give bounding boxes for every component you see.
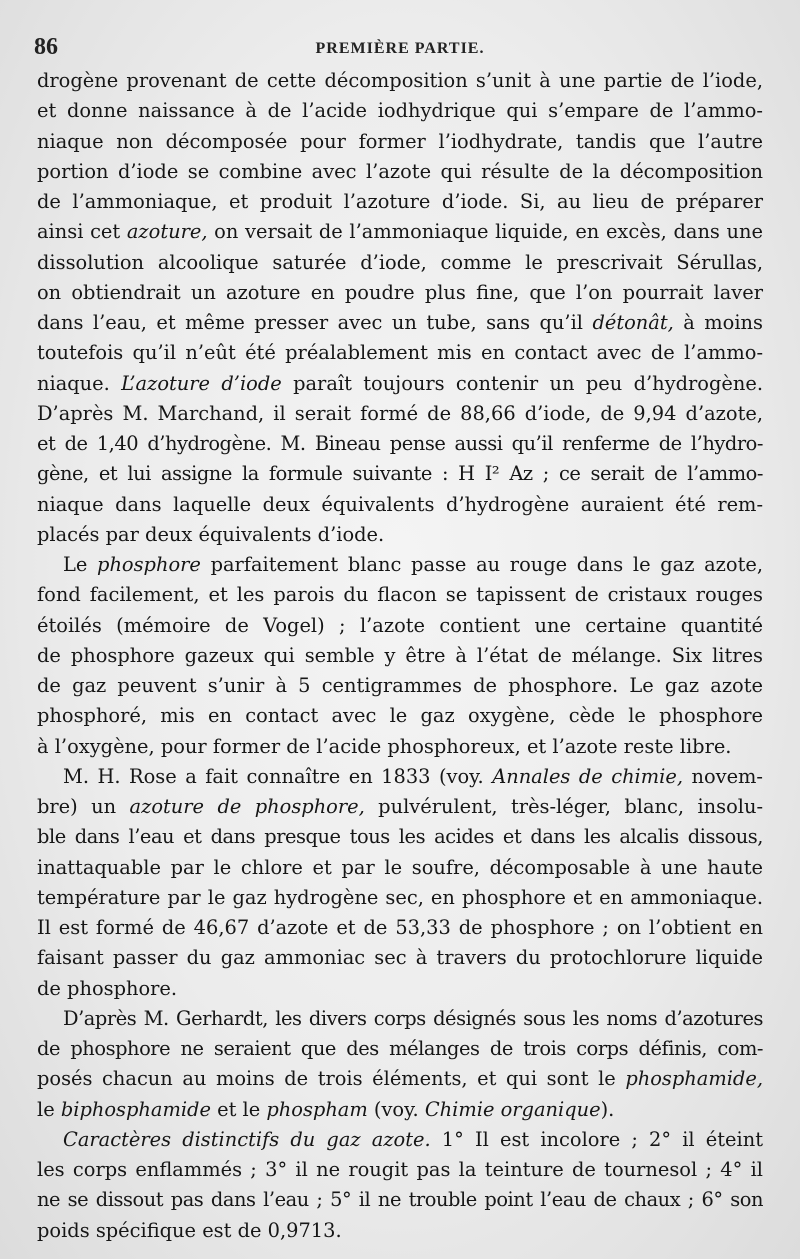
body-text (37, 66, 763, 1246)
text-line (37, 611, 763, 641)
text-run: et donne naissance à de l’acide iodhydrique qui s’empare de l’ammo- (37, 99, 763, 123)
text-line (37, 1095, 763, 1125)
italic-term: phospham (266, 1097, 368, 1121)
text-run: étoilés (mémoire de Vogel) ; l’azote contient une certaine quantité (37, 613, 763, 637)
text-line (37, 550, 763, 580)
italic-term: détonât, (592, 311, 674, 334)
text-run: ). (600, 1097, 615, 1121)
text-line (37, 883, 763, 913)
text-line (37, 1034, 763, 1064)
text-line (37, 853, 763, 883)
text-line (37, 157, 763, 187)
text-run: à moins (673, 311, 763, 334)
text-run: niaque. (37, 371, 122, 395)
text-line (37, 943, 763, 973)
text-run: ne se dissout pas dans l’eau ; 5° il ne trouble point l’eau de chaux ; 6° son (37, 1188, 763, 1212)
text-run: inattaquable par le chlore et par le soufre, décomposable à une haute (37, 855, 763, 879)
text-line (37, 338, 763, 368)
page-number: 86 (34, 34, 58, 60)
text-run: fond facilement, et les parois du flacon se tapissent de cristaux rouges (37, 583, 763, 607)
text-run: le (37, 1097, 61, 1121)
text-run: pulvérulent, très-léger, blanc, insolu- (364, 795, 764, 818)
text-line (37, 1216, 763, 1246)
text-line (37, 792, 763, 822)
text-run: dissolution alcoolique saturée d’iode, comme le prescrivait Sérullas, (37, 250, 763, 274)
text-line (37, 701, 763, 731)
text-run: et de 1,40 d’hydrogène. M. Bineau pense aussi qu’il renferme de l’hydro- (37, 432, 763, 455)
italic-term: phosphore (97, 553, 201, 576)
italic-term: L’azoture d’iode (121, 371, 282, 395)
text-run: drogène provenant de cette décomposition s’unit à une partie de l’iode, (37, 69, 763, 92)
text-line (37, 732, 763, 762)
text-run: gène, et lui assigne la formule suivante : H I² Az ; ce serait de l’ammo- (37, 462, 763, 486)
text-run: niaque dans laquelle deux équivalents d’hydrogène auraient été rem- (37, 492, 763, 516)
text-line (37, 1004, 763, 1034)
text-run: les corps enflammés ; 3° il ne rougit pas la teinture de tournesol ; 4° il (37, 1158, 763, 1181)
text-line (37, 369, 763, 399)
text-run: D’après M. Gerhardt, les divers corps désignés sous les noms d’azotures (63, 1006, 763, 1030)
text-run: de phosphore ne seraient que des mélanges de trois corps définis, com- (37, 1037, 763, 1060)
text-run: on versait de l’ammoniaque liquide, en excès, dans une (207, 220, 764, 244)
text-line (37, 399, 763, 429)
text-run: de gaz peuvent s’unir à 5 centigrammes de phosphore. Le gaz azote (37, 674, 763, 697)
text-run: et le (210, 1097, 267, 1121)
text-line (37, 1155, 763, 1185)
text-line (37, 822, 763, 852)
text-line (37, 520, 763, 550)
text-line (37, 66, 763, 96)
text-run: niaque non décomposée pour former l’iodhydrate, tandis que l’autre (37, 129, 763, 153)
text-run: parfaitement blanc passe au rouge dans le gaz azote, (200, 553, 763, 576)
text-run: posés chacun au moins de trois éléments, et qui sont le (37, 1067, 626, 1091)
text-run: ainsi cet (37, 220, 127, 244)
italic-term: azoture de phosphore, (129, 795, 365, 818)
text-line (37, 1185, 763, 1215)
text-run: placés par deux équivalents d’iode. (37, 522, 385, 546)
text-run: Il est formé de 46,67 d’azote et de 53,33 de phosphore ; on l’obtient en (37, 916, 763, 939)
text-line (37, 248, 763, 278)
text-run: phosphoré, mis en contact avec le gaz oxygène, cède le phosphore (37, 704, 763, 728)
page-header (34, 34, 766, 64)
text-line (37, 490, 763, 520)
text-run: on obtiendrait un azoture en poudre plus fine, que l’on pourrait laver (37, 280, 763, 304)
text-run: paraît toujours contenir un peu d’hydrogène. (281, 371, 763, 395)
italic-term: Annales de chimie, (492, 764, 683, 788)
text-line (37, 1064, 763, 1094)
text-run: portion d’iode se combine avec l’azote qui résulte de la décomposition (37, 159, 763, 183)
text-run: 1° Il est incolore ; 2° il éteint (430, 1127, 763, 1151)
text-run: bre) un (37, 795, 130, 818)
text-line (37, 974, 763, 1004)
text-line (37, 278, 763, 308)
text-line (37, 96, 763, 126)
text-line (37, 459, 763, 489)
text-run: faisant passer du gaz ammoniac sec à travers du protochlorure liquide (37, 946, 763, 970)
text-run: ble dans l’eau et dans presque tous les acides et dans les alcalis dissous, (37, 825, 763, 849)
text-run: de phosphore. (37, 976, 178, 1000)
text-run: (voy. (367, 1097, 425, 1121)
text-run: D’après M. Marchand, il serait formé de 88,66 d’iode, de 9,94 d’azote, (37, 401, 763, 425)
text-run: dans l’eau, et même presser avec un tube, sans qu’il (37, 311, 593, 334)
text-line (37, 641, 763, 671)
text-run: température par le gaz hydrogène sec, en phosphore et en ammoniaque. (37, 885, 763, 909)
text-run: novem- (682, 764, 763, 788)
text-run: poids spécifique est de 0,9713. (37, 1218, 342, 1242)
text-line (37, 127, 763, 157)
text-run: de phosphore gazeux qui semble y être à l’état de mélange. Six litres (37, 643, 763, 667)
text-run: toutefois qu’il n’eût été préalablement mis en contact avec de l’ammo- (37, 341, 763, 365)
italic-term: Caractères distinctifs du gaz azote. (63, 1127, 431, 1151)
italic-term: azoture, (126, 220, 208, 244)
text-run: de l’ammoniaque, et produit l’azoture d’iode. Si, au lieu de préparer (37, 190, 763, 213)
text-run: M. H. Rose a fait connaître en 1833 (voy. (63, 764, 493, 788)
text-line (37, 671, 763, 701)
text-line (37, 308, 763, 338)
text-line (37, 913, 763, 943)
text-line (37, 429, 763, 459)
italic-term: biphosphamide (60, 1097, 211, 1121)
text-line (37, 762, 763, 792)
italic-term: Chimie organique (424, 1097, 601, 1121)
text-run: Le (63, 553, 98, 576)
text-line (37, 1125, 763, 1155)
text-line (37, 217, 763, 247)
text-line (37, 187, 763, 217)
text-run: à l’oxygène, pour former de l’acide phosphoreux, et l’azote reste libre. (37, 734, 732, 758)
running-head: PREMIÈRE PARTIE. (315, 40, 485, 57)
italic-term: phosphamide, (625, 1067, 763, 1091)
text-line (37, 580, 763, 610)
